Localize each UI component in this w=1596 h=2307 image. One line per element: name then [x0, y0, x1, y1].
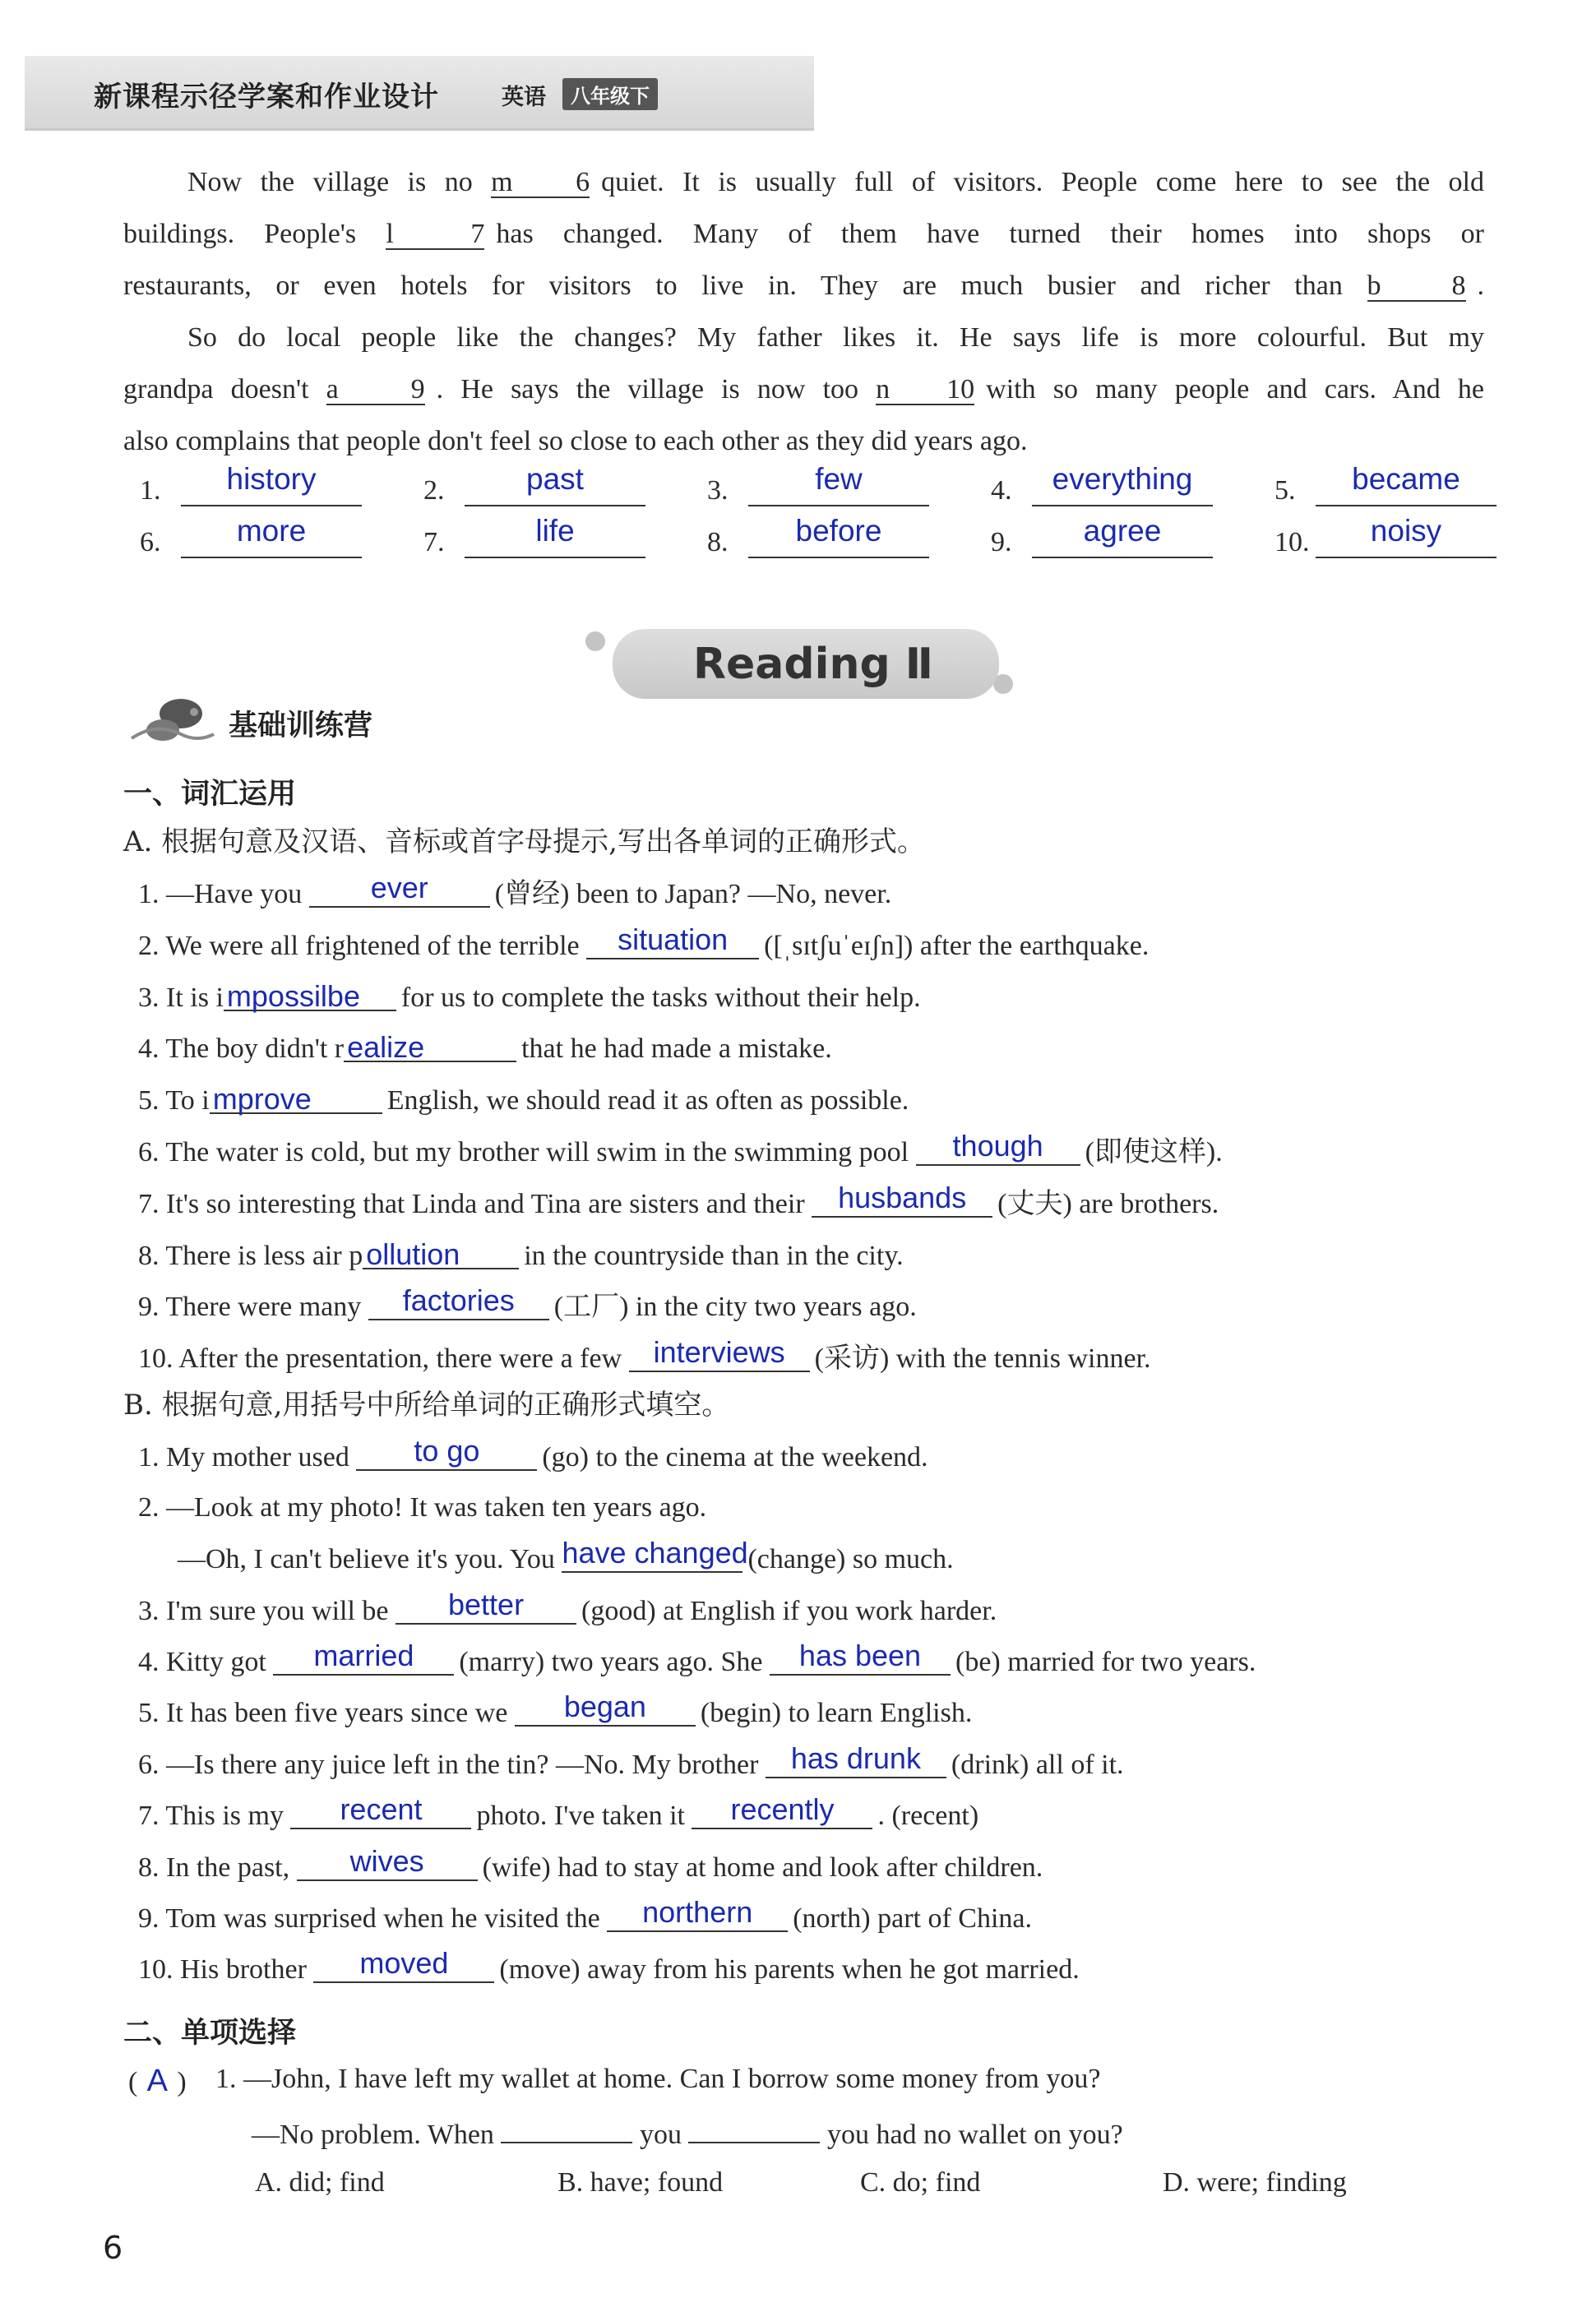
item-blank	[344, 1030, 516, 1065]
item-blank	[770, 1639, 951, 1676]
item-blank	[766, 1741, 946, 1778]
item-text: (go) to the cinema at the weekend.	[542, 1442, 928, 1473]
q1-answer-bracket: ( A )	[128, 2064, 187, 2098]
item-blank	[368, 1283, 549, 1320]
item-text: 4. The boy didn't r	[138, 1033, 345, 1065]
part1-b-instruction: B. 根据句意,用括号中所给单词的正确形式填空。	[123, 1389, 730, 1422]
item-text: —Oh, I can't believe it's you. You	[178, 1544, 562, 1574]
q1-option-d: D. were; finding	[1163, 2167, 1347, 2198]
item-answer: ever	[370, 871, 428, 904]
answer-word: more	[236, 514, 307, 548]
passage-line	[123, 428, 1027, 455]
item-blank	[210, 1082, 382, 1117]
q1-option-b: B. have; found	[557, 2167, 724, 2198]
answer-underline	[1032, 505, 1213, 506]
answer-number: 5.	[1274, 475, 1296, 506]
q1-option-a: A. did; find	[255, 2167, 385, 2198]
banner-title: Reading Ⅱ	[693, 640, 934, 689]
passage-line	[187, 324, 1484, 352]
item-text: (move) away from his parents when he got married.	[499, 1954, 1080, 1985]
item-text: 5. To i	[138, 1085, 210, 1117]
item-blank	[313, 1946, 494, 1983]
item-answer: to go	[414, 1434, 480, 1468]
q1-blank	[688, 2117, 820, 2143]
q1-blank	[501, 2117, 632, 2143]
q1-text: —No problem. When	[252, 2120, 502, 2150]
item-blank	[515, 1690, 696, 1727]
passage-text: also complains that people don't feel so close to each other as they did years ago.	[123, 426, 1028, 456]
item-text: (north) part of China.	[793, 1903, 1032, 1934]
item-blank	[297, 1844, 478, 1881]
item-answer: interviews	[653, 1335, 785, 1370]
passage-text: Now the village is no	[187, 167, 492, 197]
answer-underline	[1032, 557, 1213, 558]
item-blank	[607, 1895, 788, 1932]
item-answer: moved	[359, 1946, 449, 1980]
answer-number: 6.	[140, 527, 161, 557]
item-answer: though	[952, 1129, 1043, 1163]
item-text: 2. —Look at my photo! It was taken ten years ago.	[138, 1492, 707, 1523]
item-text: 3. I'm sure you will be	[138, 1596, 396, 1626]
passage-line	[187, 169, 1484, 198]
form-item	[138, 1434, 928, 1473]
item-blank	[396, 1588, 576, 1625]
answer-underline	[1316, 505, 1497, 506]
answer-underline	[465, 505, 645, 506]
item-answer: factories	[402, 1283, 515, 1318]
item-answer: recently	[730, 1792, 835, 1826]
item-text: 4. Kitty got	[138, 1647, 274, 1677]
vocab-item	[138, 1129, 1223, 1167]
item-answer: wives	[349, 1844, 424, 1878]
part2-title: 二、单项选择	[123, 2017, 297, 2050]
item-blank	[273, 1639, 454, 1676]
q1-text: you had no wallet on you?	[820, 2120, 1123, 2150]
form-item	[138, 1588, 997, 1626]
item-answer: married	[313, 1639, 414, 1672]
answer-number: 7.	[423, 527, 445, 557]
item-blank	[290, 1792, 471, 1829]
vocab-item	[138, 922, 1150, 961]
q1-stem: 1. —John, I have left my wallet at home. Can I borrow some money from you?	[215, 2064, 1101, 2094]
answer-word: past	[526, 462, 584, 496]
item-text: (be) married for two years.	[955, 1647, 1256, 1677]
item-blank	[692, 1792, 872, 1829]
item-answer: ollution	[366, 1237, 460, 1271]
vocab-item	[138, 871, 892, 909]
vocab-item	[138, 1082, 909, 1117]
answer-word: life	[535, 514, 575, 548]
passage-text: quiet. It is usually full of visitors. People come here to see the old	[601, 167, 1484, 197]
form-item	[138, 1792, 979, 1831]
item-text: 6. The water is cold, but my brother will swim in the swimming pool	[138, 1137, 916, 1167]
vocab-item	[138, 978, 921, 1013]
item-text: 3. It is i	[138, 982, 224, 1013]
item-answer: recent	[340, 1792, 423, 1826]
item-text: (begin) to learn English.	[700, 1698, 973, 1728]
form-item	[138, 1741, 1124, 1780]
item-text: (丈夫) are brothers.	[997, 1188, 1219, 1219]
passage-line	[123, 220, 1484, 250]
answer-number: 10.	[1274, 527, 1310, 557]
answer-underline	[465, 557, 645, 558]
form-item	[138, 1690, 973, 1728]
answer-number: 9.	[991, 527, 1012, 557]
item-text: 2. We were all frightened of the terrible	[138, 930, 587, 961]
answer-number: 2.	[423, 475, 445, 506]
item-text: 7. It's so interesting that Linda and Tina are sisters and their	[138, 1188, 812, 1219]
item-text: 5. It has been five years since we	[138, 1698, 515, 1728]
answer-underline	[181, 505, 362, 506]
passage-text: . He says the village is now too	[436, 374, 877, 405]
item-blank	[812, 1180, 992, 1218]
item-blank	[309, 871, 490, 908]
passage-text: So do local people like the changes? My father likes it. He says life is more colourful. But my	[187, 322, 1484, 353]
answer-underline	[748, 505, 929, 506]
answer-word: noisy	[1370, 514, 1442, 548]
vocab-item	[138, 1030, 832, 1065]
answer-number: 3.	[707, 475, 729, 506]
item-answer: mpossilbe	[226, 978, 360, 1013]
answer-word: agree	[1083, 514, 1162, 548]
passage-blank: m 6	[491, 167, 590, 197]
part1-a-instruction: A. 根据句意及汉语、音标或首字母提示,写出各单词的正确形式。	[123, 825, 925, 858]
item-text: 10. After the presentation, there were a few	[138, 1343, 629, 1375]
leaf-icon	[123, 689, 222, 755]
grade-badge: 八年级下	[562, 78, 658, 110]
item-blank	[224, 978, 396, 1013]
item-answer: situation	[618, 922, 729, 956]
form-item	[138, 1895, 1032, 1934]
answer-word: became	[1352, 462, 1460, 496]
item-blank	[363, 1237, 519, 1271]
item-answer: began	[563, 1690, 646, 1723]
q1-text: you	[632, 2120, 689, 2150]
answer-number: 8.	[707, 527, 729, 557]
item-text: . (recent)	[877, 1801, 979, 1831]
q1-option-c: C. do; find	[860, 2167, 981, 2198]
passage-line	[123, 272, 1484, 302]
item-text: 8. In the past,	[138, 1852, 297, 1883]
passage-text: buildings. People's	[123, 219, 386, 249]
item-text: (工厂) in the city two years ago.	[553, 1292, 917, 1323]
answer-underline	[181, 557, 362, 558]
item-blank	[586, 922, 759, 959]
passage-blank: l 7	[386, 219, 485, 249]
vocab-item	[138, 1180, 1219, 1219]
answer-word: few	[815, 462, 863, 496]
answer-number: 1.	[140, 475, 161, 506]
item-text: English, we should read it as often as possible.	[386, 1085, 909, 1117]
item-text: 7. This is my	[138, 1801, 291, 1831]
item-text: that he had made a mistake.	[521, 1033, 832, 1065]
item-answer: have changed	[562, 1536, 748, 1570]
form-item	[138, 1946, 1080, 1985]
item-text: (曾经) been to Japan? —No, never.	[494, 879, 892, 909]
vocab-item	[138, 1283, 917, 1323]
item-blank	[629, 1335, 810, 1372]
item-text: 9. Tom was surprised when he visited the	[138, 1903, 608, 1934]
item-text: (change) so much.	[747, 1544, 954, 1574]
item-answer: northern	[642, 1895, 753, 1929]
item-text: (marry) two years ago. She	[459, 1647, 770, 1677]
item-text: (wife) had to stay at home and look after children.	[482, 1852, 1043, 1883]
item-text: (drink) all of it.	[951, 1750, 1124, 1780]
item-text: for us to complete the tasks without their help.	[400, 982, 921, 1013]
banner-dot-icon	[585, 631, 605, 651]
item-blank	[916, 1129, 1080, 1166]
passage-text: .	[1477, 270, 1484, 301]
item-text: 6. —Is there any juice left in the tin? —No. My brother	[138, 1750, 766, 1780]
passage-blank: n 10	[876, 374, 975, 405]
subject-label: 英语	[502, 85, 546, 110]
form-item	[138, 1844, 1043, 1883]
item-text: photo. I've taken it	[476, 1801, 692, 1831]
item-text: 9. There were many	[138, 1292, 368, 1323]
item-answer: mprove	[212, 1082, 312, 1117]
passage-blank: b 8	[1367, 270, 1466, 301]
answer-underline	[1316, 557, 1497, 558]
form-item	[138, 1639, 1256, 1677]
q1-stem-line2	[252, 2117, 1123, 2149]
item-answer: better	[448, 1588, 525, 1621]
item-text: (采访) with the tennis winner.	[814, 1343, 1151, 1375]
item-blank	[562, 1536, 748, 1573]
item-blank	[356, 1434, 537, 1471]
passage-blank: a 9	[326, 374, 425, 405]
form-item	[138, 1494, 706, 1522]
passage-text: with so many people and cars. And he	[986, 374, 1485, 405]
answer-underline	[748, 557, 929, 558]
passage-line	[123, 376, 1484, 405]
item-text: 10. His brother	[138, 1954, 314, 1985]
item-answer: husbands	[838, 1180, 967, 1214]
item-answer: has drunk	[790, 1741, 921, 1775]
item-text: 8. There is less air p	[138, 1240, 363, 1271]
passage-text: restaurants, or even hotels for visitors to live in. They are much busier and richer than	[123, 270, 1367, 301]
passage-text: grandpa doesn't	[123, 374, 326, 405]
answer-word: history	[226, 462, 317, 496]
part1-title: 一、词汇运用	[123, 778, 297, 811]
answer-word: before	[795, 514, 882, 548]
item-text: (good) at English if you work harder.	[581, 1596, 997, 1626]
section-camp-title: 基础训练营	[229, 710, 373, 742]
item-answer: ealize	[347, 1030, 425, 1065]
book-title: 新课程示径学案和作业设计	[94, 81, 439, 113]
page-number: 6	[103, 2230, 123, 2266]
item-answer: has been	[798, 1639, 922, 1672]
passage-text: has changed. Many of them have turned their homes into shops or	[496, 219, 1485, 249]
form-item	[178, 1536, 954, 1574]
answer-number: 4.	[991, 475, 1012, 506]
item-text: in the countryside than in the city.	[524, 1240, 904, 1271]
item-text: 1. My mother used	[138, 1442, 357, 1473]
q1-answer: A	[146, 2064, 168, 2098]
item-text: 1. —Have you	[138, 879, 309, 909]
vocab-item	[138, 1335, 1151, 1375]
item-text: ([ˌsɪtʃuˈeɪʃn]) after the earthquake.	[764, 930, 1150, 961]
answer-word: everything	[1052, 462, 1193, 496]
item-text: (即使这样).	[1085, 1137, 1223, 1167]
vocab-item	[138, 1237, 904, 1271]
